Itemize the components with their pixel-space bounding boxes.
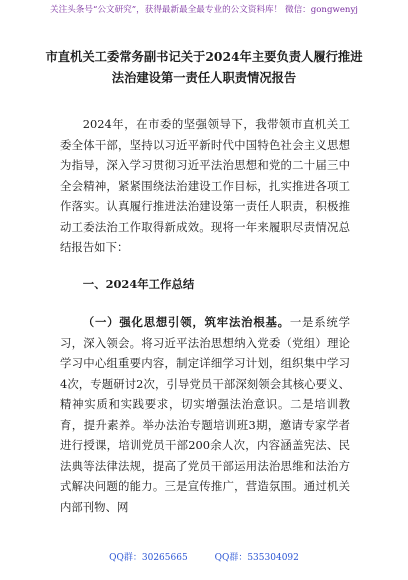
document-body xyxy=(60,114,350,517)
footer-contact xyxy=(0,552,408,564)
footer-qq-group-2: QQ群：535304092 xyxy=(214,553,299,563)
body-paragraph xyxy=(60,312,350,517)
paragraph-text: 一是系统学习，深入领会。将习近平法治思想纳入党委（党组）理论学习中心组重要内容，制定详细学习计划，组织集中学习4次，专题研讨2次，引导党员干部深刻领会其核心要义、精神实质和实践要求，切实增强法治意识。二是培训教育，提升素养。举办法治专题培训班3期，邀请专家学者进行授课，培训党员干部200余人次，内容涵盖宪法、民法典等法律法规，提高了党员干部运用法治思维和法治方式解决问题的能力。三是宣传推广，营造氛围。通过机关内部刊物、网 xyxy=(60,315,350,514)
document-title xyxy=(40,46,368,88)
paragraph-lead: （一）强化思想引领，筑牢法治根基。 xyxy=(82,315,290,329)
title-line-2: 法治建设第一责任人职责情况报告 xyxy=(111,70,297,85)
section-heading: 一、2024年工作总结 xyxy=(82,276,195,291)
intro-paragraph: 2024年，在市委的坚强领导下，我带领市直机关工委全体干部，坚持以习近平新时代中国特色社会主义思想为指导，深入学习贯彻习近平法治思想和党的二十届三中全会精神，紧紧围绕法治建设工作目标，扎实推进各项工作落实。认真履行推进法治建设第一责任人职责，积极推动工委法治工作取得新成效。现将一年来履职尽责情况总结报告如下： xyxy=(60,117,350,254)
header-watermark: 关注头条号“公文研究”，获得最新最全最专业的公文资料库！ 微信：gongwenyj xyxy=(50,5,358,15)
footer-qq-group-1: QQ群：30265665 xyxy=(109,553,188,563)
title-line-1: 市直机关工委常务副书记关于2024年主要负责人履行推进 xyxy=(45,49,363,64)
